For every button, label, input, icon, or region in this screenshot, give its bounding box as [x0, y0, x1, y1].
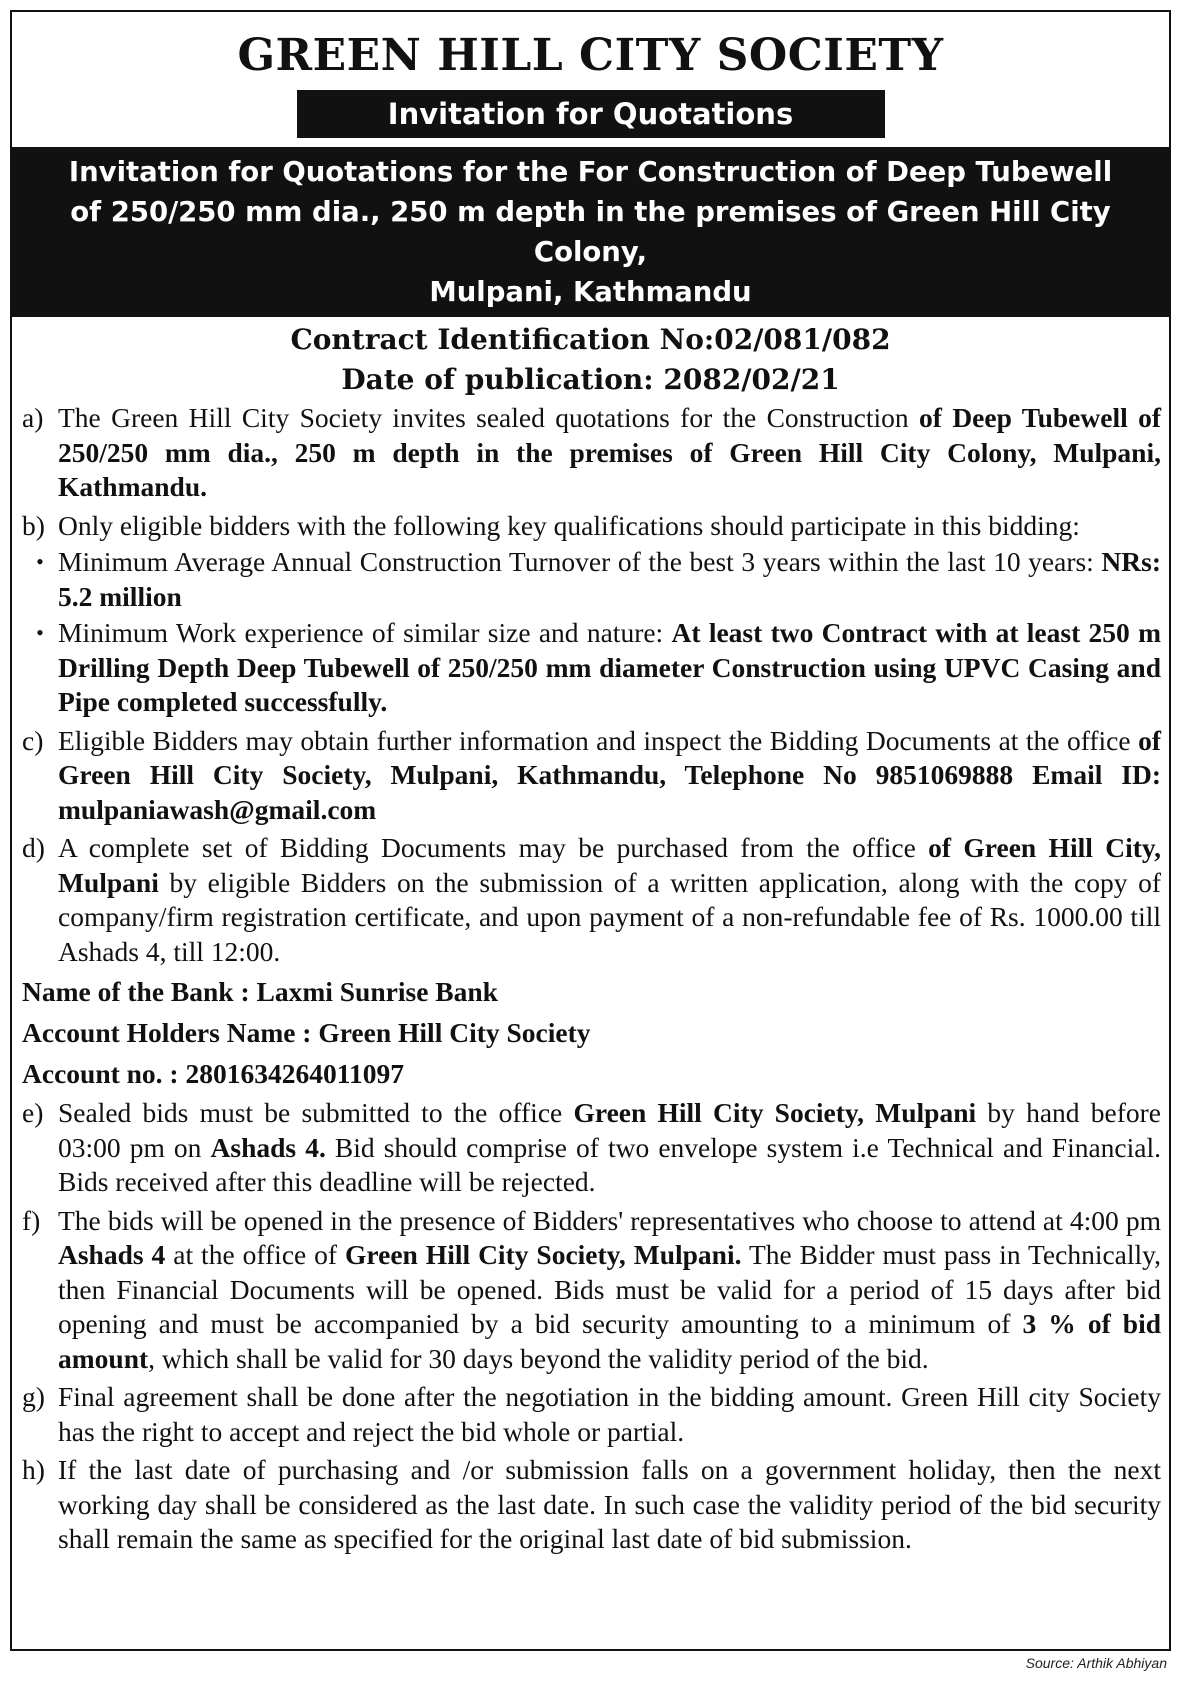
banner-line: Mulpani, Kathmandu — [429, 276, 752, 308]
banner-line: Invitation for Quotations for the For Construction of Deep Tubewell — [68, 156, 1113, 188]
quotation-notice — [10, 10, 1171, 1651]
notice-subtitle: Invitation for Quotations — [297, 90, 885, 138]
publication-date: Date of publication: 2082/02/21 — [341, 363, 840, 396]
qualification-turnover: • Minimum Average Annual Construction Turnover of the best 3 years within the last 10 years: NRs: 5.2 million — [22, 545, 1161, 614]
account-number: Account no. : 2801634264011097 — [22, 1058, 404, 1089]
notice-banner — [12, 147, 1169, 317]
clause-f: f) The bids will be opened in the presence of Bidders' representatives who choose to attend at 4:00 pm Ashads 4 at the office of Green Hill City Society, Mulpani. The Bidder must pass in Technically, then Financial Documents will be opened. Bids must be valid for a period of 15 days after bid opening and must be accompanied by a bid security amounting to a minimum of 3 % of bid amount, which shall be valid for 30 days beyond the validity period of the bid. — [22, 1204, 1162, 1374]
account-holder: Account Holders Name : Green Hill City Society — [22, 1017, 591, 1048]
clause-g: g) Final agreement shall be done after the negotiation in the bidding amount. Green Hill city Society has the right to accept and reject the bid whole or partial. — [22, 1381, 1161, 1447]
banner-line: of 250/250 mm dia., 250 m depth in the premises of Green Hill City Colony, — [70, 196, 1111, 268]
notice-body — [12, 401, 1169, 1557]
clause-e: e) Sealed bids must be submitted to the office Green Hill City Society, Mulpani by hand before 03:00 pm on Ashads 4. Bid should comprise of two envelope system i.e Technical and Financial. Bids received after this deadline will be rejected. — [22, 1097, 1161, 1197]
clause-c: c) Eligible Bidders may obtain further information and inspect the Bidding Documents at the office of Green Hill City Society, Mulpani, Kathmandu, Telephone No 9851069888 Email ID: mulpaniawash@gmail.com — [22, 724, 1161, 825]
contract-id: Contract Identification No:02/081/082 — [290, 323, 891, 356]
clause-b: b) Only eligible bidders with the following key qualifications should participate in this bidding: — [22, 509, 1080, 541]
bank-name: Name of the Bank : Laxmi Sunrise Bank — [22, 976, 498, 1007]
qualification-experience: • Minimum Work experience of similar size and nature: At least two Contract with at least 250 m Drilling Depth Deep Tubewell of 250/250 mm diameter Construction using UPVC Casing and Pipe completed successfully. — [22, 616, 1161, 720]
notice-title: GREEN HILL CITY SOCIETY — [237, 30, 944, 81]
clause-a: a) The Green Hill City Society invites sealed quotations for the Construction of Deep Tubewell of 250/250 mm dia., 250 m depth in the premises of Green Hill City Colony, Mulpani, Kathmandu. — [22, 402, 1162, 502]
source-credit: Source: Arthik Abhiyan — [1025, 1655, 1167, 1671]
bullet-icon: • — [36, 549, 44, 574]
clause-h: h) If the last date of purchasing and /or submission falls on a government holiday, then the next working day shall be considered as the last date. In such case the validity period of the bid security shall remain the same as specified for the original last date of bid submission. — [22, 1454, 1161, 1554]
clause-d: d) A complete set of Bidding Documents may be purchased from the office of Green Hill City, Mulpani by eligible Bidders on the submission of a written application, along with the copy of company/firm registration certificate, and upon payment of a non-refundable fee of Rs. 1000.00 till Ashads 4, till 12:00. — [22, 832, 1161, 967]
bullet-icon: • — [36, 620, 44, 645]
